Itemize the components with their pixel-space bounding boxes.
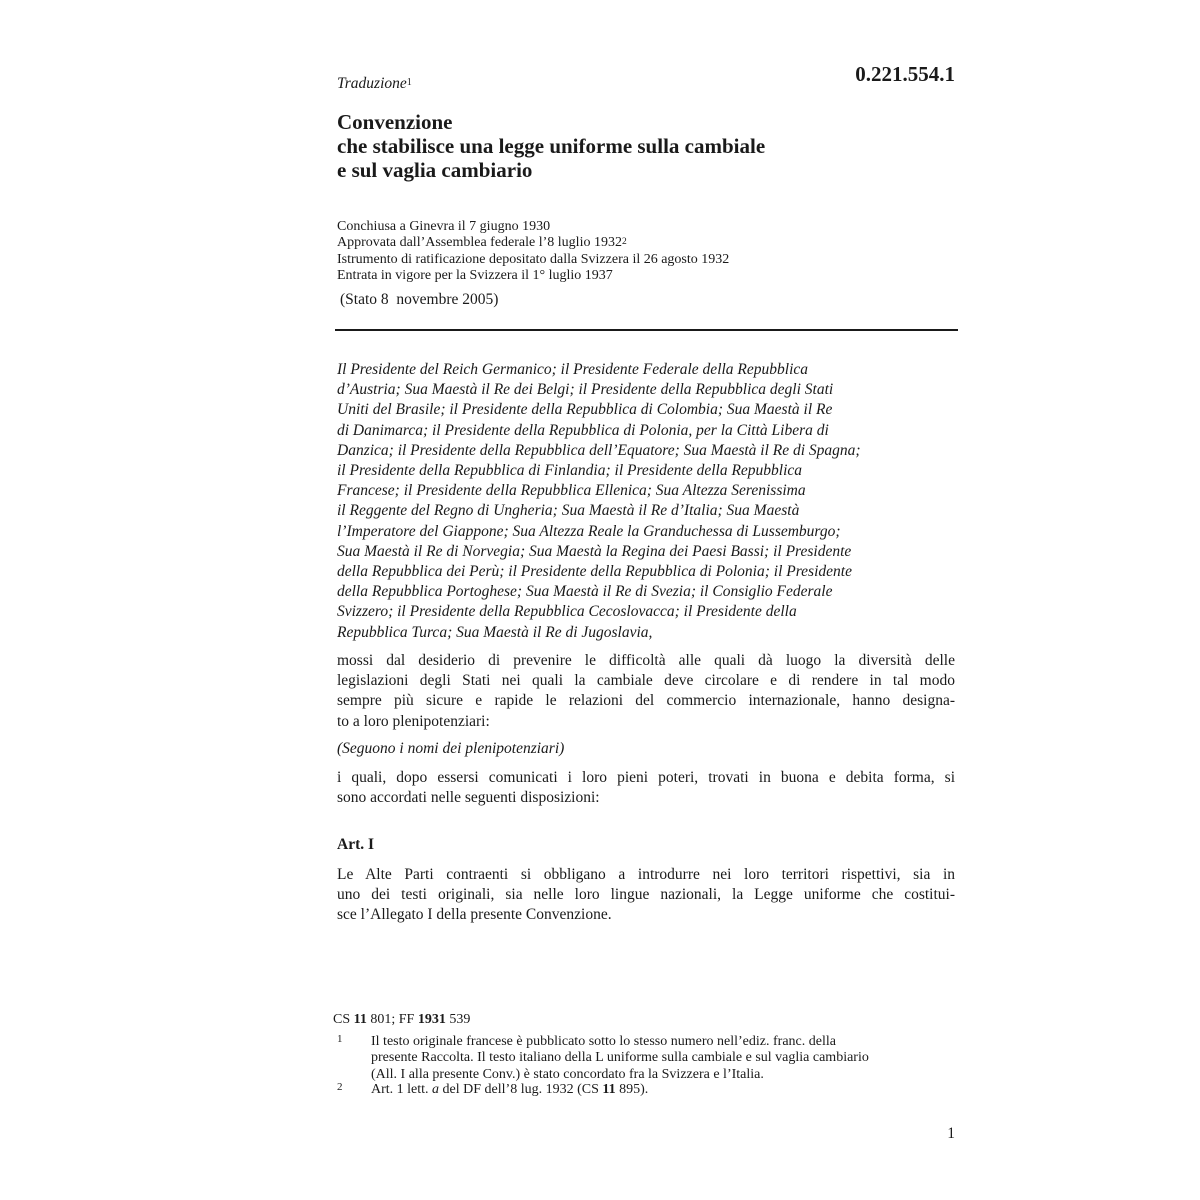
approved-date-text: Approvata dall’Assemblea federale l’8 luglio 1932: [337, 235, 622, 251]
footnote-line: Il testo originale francese è pubblicato sotto lo stesso numero nell’ediz. franc. della: [371, 1034, 836, 1049]
fn2-volume: 11: [602, 1082, 616, 1097]
footnote-text: [371, 1082, 648, 1098]
ff-year: 1931: [417, 1012, 446, 1027]
footnote-ref-1[interactable]: 1: [406, 77, 412, 88]
footnote-line: (All. I alla presente Conv.) è stato concordato fra la Svizzera e l’Italia.: [371, 1066, 764, 1082]
footnote-mark: 2: [337, 1081, 343, 1093]
paragraph-line: uno dei testi originali, sia nelle loro lingue nazionali, la Legge uniforme che costitui-: [337, 886, 955, 904]
entry-into-force-date: Entrata in vigore per la Svizzera il 1° luglio 1937: [337, 267, 613, 283]
document-title: [337, 110, 765, 182]
article-1-heading: Art. I: [337, 836, 375, 853]
footnote-source: [333, 1011, 470, 1029]
paragraph-line: sempre più sicure e rapide le relazioni del commercio internazionale, hanno designa-: [337, 692, 955, 710]
preamble-line: della Repubblica Portoghese; Sua Maestà il Re di Svezia; il Consiglio Federale: [337, 583, 833, 601]
paragraph-line: sono accordati nelle seguenti disposizioni:: [337, 789, 600, 807]
preamble-line: Repubblica Turca; Sua Maestà il Re di Jugoslavia,: [337, 623, 653, 641]
preamble-line: Danzica; il Presidente della Repubblica dell’Equatore; Sua Maestà il Re di Spagna;: [337, 441, 861, 459]
title-line: Convenzione: [337, 110, 453, 134]
preamble-line: Sua Maestà il Re di Norvegia; Sua Maestà la Regina dei Paesi Bassi; il Presidente: [337, 542, 852, 560]
preamble-line: di Danimarca; il Presidente della Repubblica di Polonia, per la Città Libera di: [337, 421, 829, 439]
header-divider: [335, 329, 958, 331]
ff-page: 539: [449, 1012, 471, 1027]
title-line: e sul vaglia cambiario: [337, 158, 533, 182]
status-date: (Stato 8 novembre 2005): [340, 291, 499, 308]
preamble-line: il Reggente del Regno di Ungheria; Sua Maestà il Re d’Italia; Sua Maestà: [337, 502, 800, 520]
cs-page: 801; FF: [370, 1012, 415, 1027]
document-metadata: [337, 219, 729, 284]
cs-volume: 11: [353, 1012, 367, 1027]
paragraph-line: to a loro plenipotenziari:: [337, 712, 490, 730]
title-line: che stabilisce una legge uniforme sulla cambiale: [337, 134, 766, 158]
sr-number: 0.221.554.1: [855, 62, 955, 86]
page-number: 1: [947, 1125, 955, 1142]
footnote-text: [371, 1034, 869, 1083]
article-1-body: [337, 865, 955, 926]
footnote-ref-2[interactable]: 2: [621, 237, 627, 248]
preamble-line: l’Imperatore del Giappone; Sua Altezza Reale la Granduchessa di Lussemburgo;: [337, 522, 841, 540]
preamble-line: Francese; il Presidente della Repubblica Ellenica; Sua Altezza Serenissima: [337, 482, 806, 500]
footnote-line: [371, 1082, 648, 1098]
fn2-middle: del DF dell’8 lug. 1932 (CS: [442, 1082, 599, 1097]
paragraph-line: Le Alte Parti contraenti si obbligano a introdurre nei loro territori rispettivi, sia in: [337, 866, 955, 883]
preamble-parties: [337, 360, 861, 643]
paragraph-line: mossi dal desiderio di prevenire le difficoltà alle quali dà luogo la diversità delle: [337, 652, 955, 669]
preamble-line: Il Presidente del Reich Germanico; il Presidente Federale della Repubblica: [337, 361, 809, 378]
cs-label: CS: [333, 1012, 351, 1027]
paragraph-line: i quali, dopo essersi comunicati i loro pieni poteri, trovati in buona e debita forma, si: [337, 769, 955, 786]
plenipotentiaries-note: (Seguono i nomi dei plenipotenziari): [337, 740, 565, 757]
footnote-line: presente Raccolta. Il testo italiano della L uniforme sulla cambiale e sul vaglia cambiario: [371, 1050, 869, 1066]
preamble-line: Svizzero; il Presidente della Repubblica Cecoslovacca; il Presidente della: [337, 603, 797, 621]
ratification-date: Istrumento di ratificazione depositato dalla Svizzera il 26 agosto 1932: [337, 251, 730, 267]
fn2-suffix: 895).: [619, 1082, 649, 1097]
preamble-line: d’Austria; Sua Maestà il Re dei Belgi; il Presidente della Repubblica degli Stati: [337, 381, 834, 399]
preamble-motive: [337, 651, 955, 732]
preamble-line: Uniti del Brasile; il Presidente della Repubblica di Colombia; Sua Maestà il Re: [337, 401, 833, 419]
paragraph-line: sce l’Allegato I della presente Convenzione.: [337, 906, 612, 924]
preamble-agreement: [337, 768, 955, 808]
paragraph-line: legislazioni degli Stati nei quali la cambiale deve circolare e di rendere in tal modo: [337, 672, 955, 690]
preamble-line: il Presidente della Repubblica di Finlandia; il Presidente della Repubblica: [337, 462, 803, 480]
fn2-letter: a: [432, 1082, 440, 1097]
footnote-mark: 1: [337, 1033, 343, 1045]
concluded-date: Conchiusa a Ginevra il 7 giugno 1930: [337, 219, 551, 234]
approved-date: [337, 235, 729, 251]
translation-label-text: Traduzione: [337, 75, 407, 92]
preamble-line: della Repubblica dei Perù; il Presidente della Repubblica di Polonia; il Presidente: [337, 563, 852, 581]
fn2-prefix: Art. 1 lett.: [371, 1082, 429, 1097]
translation-label: [337, 74, 412, 94]
